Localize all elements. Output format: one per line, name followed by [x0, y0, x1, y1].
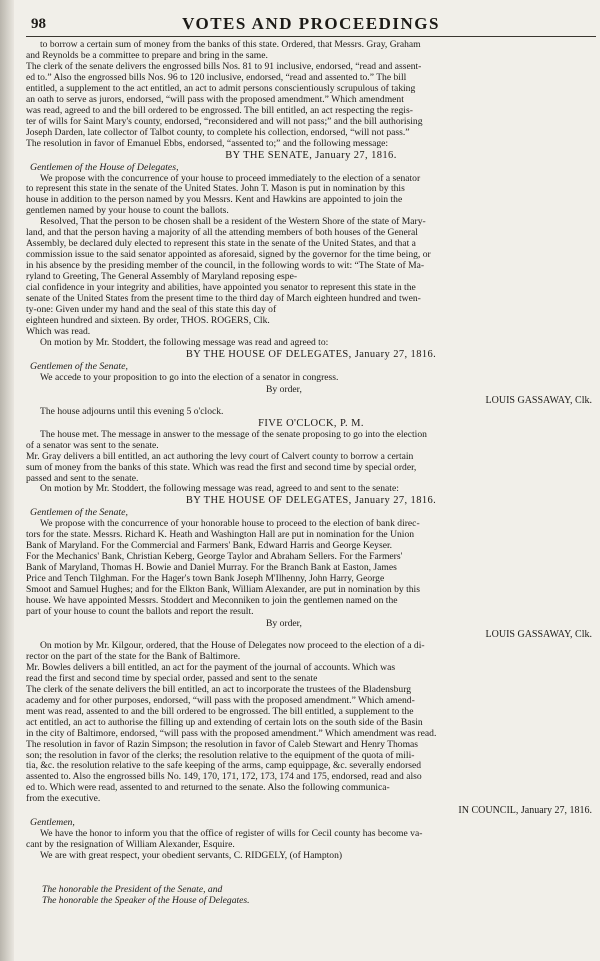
text-line: The clerk of the senate delivers the bill entitled, an act to incorporate the trustees of the Bladensburg	[26, 684, 412, 695]
text-line: Bank of Maryland. For the Commercial and Farmers' Bank, Edward Harris and George Keyser.	[26, 541, 393, 552]
text-line: Joseph Darden, late collector of Talbot county, to complete his collection, endorsed, “will not pass.”	[26, 127, 410, 138]
paragraph	[26, 484, 596, 495]
text-line: son; the resolution in favor of the clerks; the resolution relative to the equipment of the quota of mili-	[26, 750, 415, 761]
text-line: sum of money from the banks of this state. Which was read the first and second time by special order,	[26, 462, 417, 473]
text-line: an oath to serve as jurors, endorsed, “will pass with the proposed amendment.” Which amendment	[26, 94, 404, 105]
text-line: The house met. The message in answer to the message of the senate proposing to go into the election	[40, 429, 427, 440]
text-line: Price and Tench Tilghman. For the Hager's town Bank Joseph M'Ilhenny, John Harry, George	[26, 574, 385, 585]
signature: LOUIS GASSAWAY, Clk.	[485, 628, 592, 640]
text-line: ryland to Greeting, The General Assembly of Maryland reposing espe-	[26, 272, 298, 283]
running-head: VOTES AND PROCEEDINGS	[182, 14, 440, 33]
paragraph	[26, 519, 596, 618]
text-line: ter of wills for Saint Mary's county, endorsed, “reconsidered and will not pass;” and the bill authorising	[26, 116, 423, 127]
text-line: part of your house to count the ballots and report the result.	[26, 607, 254, 618]
text-line: gentlemen named by your house to count the ballots.	[26, 206, 229, 217]
text-line: cant by the resignation of William Alexander, Esquire.	[26, 840, 235, 851]
text-line: read the first and second time by special order, passed and sent to the senate	[26, 673, 318, 684]
text-line: house in addition to the person named by you Messrs. Kent and Hawkins are appointed to join the	[26, 195, 403, 206]
text-line: commission issue to the said senator appointed as aforesaid, signed by the governor for the time being, or	[26, 250, 431, 261]
section-heading: BY THE SENATE, January 27, 1816.	[225, 149, 397, 161]
text-line: ment was read, assented to and the bill ordered to be engrossed. The bill entitled, a supplement to the	[26, 706, 414, 717]
page-header	[26, 10, 596, 37]
signature: IN COUNCIL, January 27, 1816.	[458, 805, 592, 817]
section-heading: BY THE HOUSE OF DELEGATES, January 27, 1816.	[185, 348, 437, 360]
text-line: We propose with the concurrence of your house to proceed immediately to the election of a senator	[40, 173, 421, 184]
signature: LOUIS GASSAWAY, Clk.	[485, 394, 592, 406]
paragraph	[26, 40, 596, 150]
text-line: ed to.” Also the engrossed bills Nos. 96 to 120 inclusive, endorsed, “read and assented to.” The bill	[26, 72, 407, 83]
section-heading: FIVE O'CLOCK, P. M.	[258, 417, 364, 429]
text-line: For the Mechanics' Bank, Christian Keberg, George Taylor and Abraham Sellers. For the Farmers'	[26, 552, 403, 563]
salutation: Gentlemen of the Senate,	[30, 507, 128, 519]
salutation: Gentlemen,	[30, 817, 75, 829]
text-line: Resolved, That the person to be chosen shall be a resident of the Western Shore of the state of Mary-	[40, 217, 426, 228]
text-line: in the city of Baltimore, endorsed, “will pass with the proposed amendment.” Which amendment was read.	[26, 728, 437, 739]
text-line: Assembly, be declared duly elected to represent this state in the senate of the United States, and that a	[26, 239, 416, 250]
by-order-line: By order,	[266, 617, 302, 629]
paragraph	[26, 407, 596, 418]
text-line: The resolution in favor of Razin Simpson; the resolution in favor of Caleb Stewart and Henry Thomas	[26, 739, 419, 750]
page-number: 98	[31, 16, 46, 32]
text-line: senate of the United States from the present time to the third day of March eighteen hundred and twen-	[26, 294, 421, 305]
text-line: and Reynolds be a committee to prepare and bring in the same.	[26, 50, 268, 61]
addressee-line: The honorable the Speaker of the House of Delegates.	[42, 895, 250, 907]
text-line: tia, &c. the resolution relative to the safe keeping of the arms, camp equippage, &c. severally endorsed	[26, 761, 422, 772]
by-order-line: By order,	[266, 383, 302, 395]
text-line: tors for the state. Messrs. Richard K. Heath and Washington Hall are put in nomination for the Union	[26, 530, 415, 541]
text-line: passed and sent to the senate.	[26, 473, 139, 484]
text-line: Which was read.	[26, 326, 91, 337]
address-footer	[26, 884, 596, 906]
paragraph	[26, 373, 596, 384]
paragraph	[26, 430, 596, 485]
paragraph	[26, 641, 596, 805]
text-line: We propose with the concurrence of your honorable house to proceed to the election of bank direc-	[40, 519, 420, 530]
paragraph	[26, 338, 596, 349]
salutation: Gentlemen of the Senate,	[30, 360, 128, 372]
text-line: On motion by Mr. Kilgour, ordered, that the House of Delegates now proceed to the election of a di-	[40, 640, 425, 651]
text-line: Smoot and Samuel Hughes; and for the Elkton Bank, William Alexander, are put in nomination by this	[26, 585, 420, 596]
text-line: to borrow a certain sum of money from the banks of this state. Ordered, that Messrs. Gray, Graham	[40, 40, 421, 50]
text-line: to represent this state in the senate of the United States. John T. Mason is put in nomination by this	[26, 184, 405, 195]
addressee-line: The honorable the President of the Senate, and	[42, 884, 223, 896]
text-line: ty-one: Given under my hand and the seal of this state this day of	[26, 304, 277, 315]
text-line: We have the honor to inform you that the office of register of wills for Cecil county has become va-	[40, 829, 423, 840]
text-line: assented to. Also the engrossed bills No. 149, 170, 171, 172, 173, 174 and 175, endorsed, read and also	[26, 772, 422, 783]
paragraph	[26, 829, 596, 851]
text-line: was read, agreed to and the bill ordered to be engrossed. The bill entitled, an act respecting the regis-	[26, 105, 413, 116]
text-line: ed to. Which were read, assented to and returned to the senate. Also the following communica-	[26, 783, 390, 794]
page-binding-shadow	[0, 0, 14, 961]
text-line: in his absence by the presiding member of the council, in the following words to wit: “The State of Ma-	[26, 261, 425, 272]
text-line: The clerk of the senate delivers the engrossed bills Nos. 81 to 91 inclusive, endorsed, “read and assent-	[26, 61, 422, 72]
text-line: from the executive.	[26, 794, 101, 805]
paragraph	[26, 851, 596, 862]
text-line: On motion by Mr. Stoddert, the following message was read, agreed to and sent to the senate:	[40, 484, 399, 495]
text-line: The house adjourns until this evening 5 o'clock.	[40, 406, 224, 417]
section-heading: BY THE HOUSE OF DELEGATES, January 27, 1816.	[185, 495, 437, 507]
text-line: We are with great respect, your obedient servants, C. RIDGELY, (of Hampton)	[40, 851, 343, 862]
text-line: cial confidence in your integrity and abilities, have appointed you senator to represent this state in the	[26, 283, 416, 294]
text-line: entitled, a supplement to the act entitled, an act to admit persons conscientiously scrupulous of taking	[26, 83, 416, 94]
paragraph	[26, 217, 596, 337]
text-line: We accede to your proposition to go into the election of a senator in congress.	[40, 372, 339, 383]
text-line: rector on the part of the state for the Bank of Baltimore.	[26, 651, 241, 662]
body-text	[26, 40, 596, 862]
text-line: Mr. Bowles delivers a bill entitled, an act for the payment of the journal of accounts. Which was	[26, 662, 396, 673]
salutation: Gentlemen of the House of Delegates,	[30, 161, 179, 173]
text-line: eighteen hundred and sixteen. By order, THOS. ROGERS, Clk.	[26, 315, 270, 326]
text-line: Mr. Gray delivers a bill entitled, an act authoring the levy court of Calvert county to borrow a certain	[26, 451, 414, 462]
text-line: house. We have appointed Messrs. Stoddert and Meconniken to join the gentlemen named on the	[26, 596, 398, 607]
text-line: act entitled, an act to authorise the filling up and extending of certain lots on the south side of the Basin	[26, 717, 423, 728]
text-line: The resolution in favor of Emanuel Ebbs, endorsed, “assented to;” and the following message:	[26, 138, 389, 149]
text-line: academy and for other purposes, endorsed, “will pass with the proposed amendment.” Which amend-	[26, 695, 415, 706]
text-line: On motion by Mr. Stoddert, the following message was read and agreed to:	[40, 337, 329, 348]
text-line: land, and that the person having a majority of all the attending members of both houses of the General	[26, 228, 418, 239]
text-line: of a senator was sent to the senate.	[26, 440, 159, 451]
text-line: Bank of Maryland, Thomas H. Bowie and Daniel Murray. For the Branch Bank at Easton, James	[26, 563, 397, 574]
paragraph	[26, 174, 596, 218]
